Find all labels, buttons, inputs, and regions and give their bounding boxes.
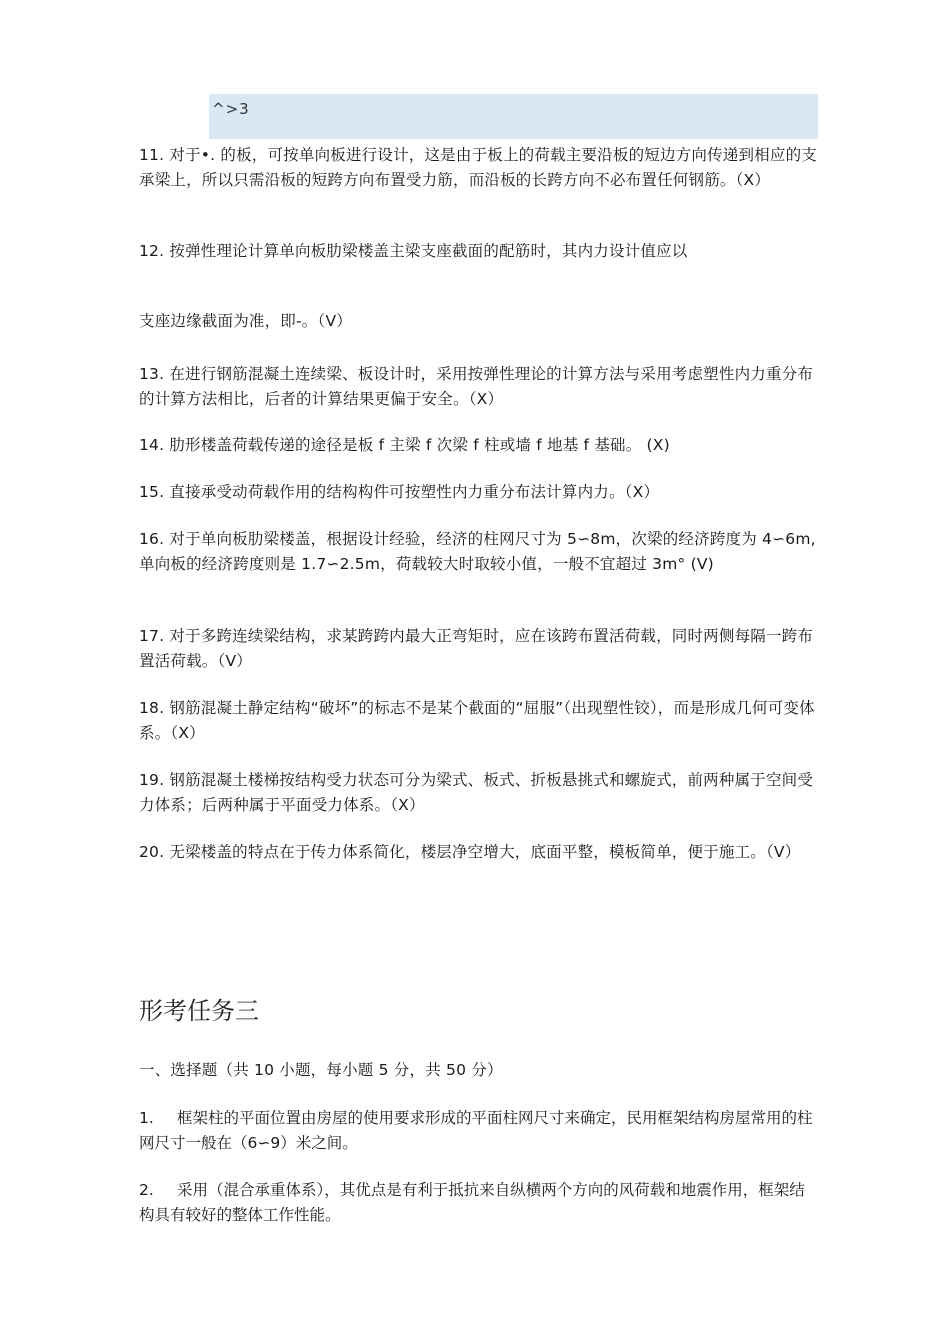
section-subtitle: 一、选择题（共 10 小题，每小题 5 分，共 50 分） [139, 1061, 503, 1079]
question-2 [139, 1178, 819, 1227]
statement-16: 16. 对于单向板肋梁楼盖，根据设计经验，经济的柱网尺寸为 5∽8m，次梁的经济跨度为 4∽6m,单向板的经济跨度则是 1.7∽2.5m，荷载较大时取较小值，一般不宜超过 3m° (V) [139, 530, 816, 573]
formula-text: ^>3 [212, 100, 250, 118]
statement-18: 18. 钢筋混凝土静定结构“破坏”的标志不是某个截面的“屈服”（出现塑性铰），而是形成几何可变体系。（X） [139, 699, 815, 742]
statement-19: 19. 钢筋混凝土楼梯按结构受力状态可分为梁式、板式、折板悬挑式和螺旋式，前两种属于空间受力体系；后两种属于平面受力体系。（X） [139, 771, 814, 814]
statement-14: 14. 肋形楼盖荷载传递的途径是板 f 主梁 f 次梁 f 柱或墙 f 地基 f 基础。 (X) [139, 436, 670, 454]
statement-20: 20. 无梁楼盖的特点在于传力体系简化，楼层净空增大，底面平整，模板简单，便于施工。（V） [139, 843, 801, 861]
statement-15: 15. 直接承受动荷载作用的结构构件可按塑性内力重分布法计算内力。（X） [139, 483, 660, 501]
statement-12-continued: 支座边缘截面为准，即-。（V） [139, 312, 352, 330]
question-text: 采用（混合承重体系），其优点是有利于抵抗来自纵横两个方向的风荷载和地震作用，框架结构具有较好的整体工作性能。 [139, 1181, 805, 1224]
statement-11: 11. 对于•. 的板，可按单向板进行设计，这是由于板上的荷载主要沿板的短边方向传递到相应的支承梁上，所以只需沿板的短跨方向布置受力筋，而沿板的长跨方向不必布置任何钢筋。（X） [139, 146, 817, 189]
question-1 [139, 1106, 819, 1155]
question-number: 1. [139, 1109, 154, 1127]
question-number: 2. [139, 1181, 154, 1199]
statement-17: 17. 对于多跨连续梁结构，求某跨跨内最大正弯矩时，应在该跨布置活荷载，同时两侧每隔一跨布置活荷载。（V） [139, 627, 814, 670]
statement-12: 12. 按弹性理论计算单向板肋梁楼盖主梁支座截面的配筋时，其内力设计值应以 [139, 242, 688, 260]
statement-13: 13. 在进行钢筋混凝土连续梁、板设计时，采用按弹性理论的计算方法与采用考虑塑性内力重分布的计算方法相比，后者的计算结果更偏于安全。（X） [139, 365, 814, 408]
question-text: 框架柱的平面位置由房屋的使用要求形成的平面柱网尺寸来确定，民用框架结构房屋常用的柱网尺寸一般在（6∽9）米之间。 [139, 1109, 813, 1152]
formula-highlight-box [209, 94, 818, 139]
section-title: 形考任务三 [139, 997, 259, 1025]
